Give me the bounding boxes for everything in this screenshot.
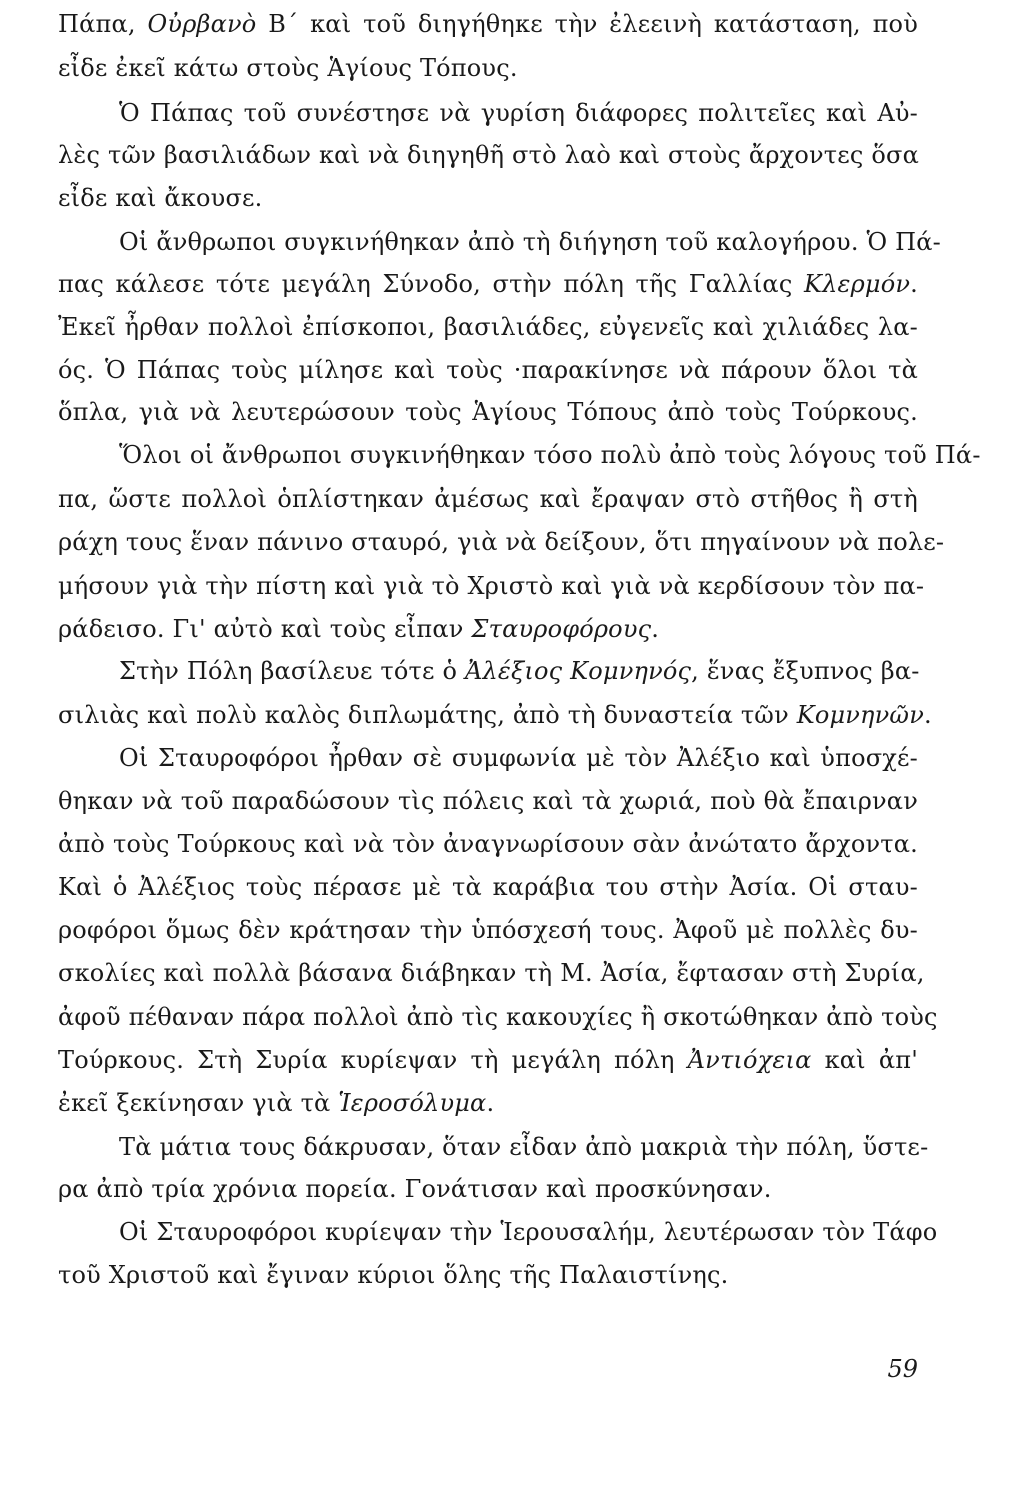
text-run: Β΄ καὶ τοῦ διηγήθηκε τὴν ἐλεεινὴ κατάσταση, ποὺ bbox=[256, 10, 918, 38]
text-run: . bbox=[910, 270, 918, 298]
text-run: Ὁ Πάπας τοῦ συνέστησε νὰ γυρίση διάφορες πολιτεῖες καὶ Αὐ- bbox=[119, 99, 918, 127]
text-line bbox=[58, 908, 918, 952]
page-number: 59 bbox=[887, 1355, 918, 1383]
text-run: ράχη τους ἕναν πάνινο σταυρό, γιὰ νὰ δείξουν, ὅτι πηγαίνουν νὰ πολε- bbox=[58, 528, 945, 556]
text-line bbox=[58, 176, 918, 220]
text-line bbox=[119, 1125, 929, 1169]
text-line bbox=[119, 91, 918, 135]
text-line bbox=[58, 305, 918, 349]
text-line bbox=[58, 779, 918, 823]
text-run: εἶδε ἐκεῖ κάτω στοὺς Ἁγίους Τόπους. bbox=[58, 54, 518, 82]
text-run: Τούρκους. Στὴ Συρία κυρίεψαν τὴ μεγάλη πόλη bbox=[58, 1046, 688, 1074]
text-run: μήσουν γιὰ τὴν πίστη καὶ γιὰ τὸ Χριστὸ καὶ γιὰ νὰ κερδίσουν τὸν πα- bbox=[58, 572, 925, 600]
text-line bbox=[58, 865, 918, 909]
text-run: θηκαν νὰ τοῦ παραδώσουν τὶς πόλεις καὶ τὰ χωριά, ποὺ θὰ ἔπαιρναν bbox=[58, 787, 918, 815]
italic-term: Ἀντιόχεια bbox=[687, 1046, 812, 1074]
text-run: . bbox=[651, 615, 660, 643]
text-run: . bbox=[923, 701, 932, 729]
text-line bbox=[58, 951, 925, 995]
text-line bbox=[119, 736, 918, 780]
text-run: ὅπλα, γιὰ νὰ λευτερώσουν τοὺς Ἁγίους Τόπους ἀπὸ τοὺς Τούρκους. bbox=[58, 398, 918, 426]
text-line bbox=[119, 649, 918, 693]
text-line bbox=[58, 564, 925, 608]
text-line bbox=[58, 995, 938, 1039]
text-run: ός. Ὁ Πάπας τοὺς μίλησε καὶ τοὺς ·παρακίνησε νὰ πάρουν ὅλοι τὰ bbox=[58, 356, 918, 384]
text-line bbox=[119, 433, 981, 477]
text-run: Καὶ ὁ Ἀλέξιος τοὺς πέρασε μὲ τὰ καράβια του στὴν Ἀσία. Οἱ σταυ- bbox=[58, 873, 918, 901]
text-run: ἀφοῦ πέθαναν πάρα πολλοὶ ἀπὸ τὶς κακουχίες ἢ σκοτώθηκαν ἀπὸ τοὺς bbox=[58, 1003, 938, 1031]
text-run: Στὴν Πόλη βασίλευε τότε ὁ bbox=[119, 657, 465, 685]
text-run: Τὰ μάτια τους δάκρυσαν, ὅταν εἶδαν ἀπὸ μακριὰ τὴν πόλη, ὕστε- bbox=[119, 1133, 929, 1161]
text-line bbox=[58, 607, 918, 651]
text-run: τοῦ Χριστοῦ καὶ ἔγιναν κύριοι ὅλης τῆς Παλαιστίνης. bbox=[58, 1261, 729, 1289]
text-run: πας κάλεσε τότε μεγάλη Σύνοδο, στὴν πόλη τῆς Γαλλίας bbox=[58, 270, 804, 298]
text-run: σιλιὰς καὶ πολὺ καλὸς διπλωμάτης, ἀπὸ τὴ δυναστεία τῶν bbox=[58, 701, 797, 729]
text-line bbox=[58, 477, 918, 521]
text-run: ράδεισο. Γι' αὐτὸ καὶ τοὺς εἶπαν bbox=[58, 615, 472, 643]
text-run: Οἱ Σταυροφόροι κυρίεψαν τὴν Ἱερουσαλήμ, λευτέρωσαν τὸν Τάφο bbox=[119, 1218, 938, 1246]
text-line bbox=[119, 1210, 938, 1254]
italic-term: Οὐρβανὸ bbox=[147, 10, 257, 38]
text-line bbox=[58, 133, 918, 177]
text-line bbox=[58, 520, 945, 564]
text-run: Ὅλοι οἱ ἄνθρωποι συγκινήθηκαν τόσο πολὺ ἀπὸ τοὺς λόγους τοῦ Πά- bbox=[119, 441, 981, 469]
text-run: Πάπα, bbox=[58, 10, 148, 38]
text-run: Οἱ ἄνθρωποι συγκινήθηκαν ἀπὸ τὴ διήγηση τοῦ καλογήρου. Ὁ Πά- bbox=[119, 228, 941, 256]
text-line bbox=[58, 693, 932, 737]
text-line bbox=[58, 1167, 918, 1211]
italic-term: Κομνηνῶν bbox=[796, 701, 924, 729]
text-line bbox=[58, 1038, 918, 1082]
italic-term: Σταυροφόρους bbox=[471, 615, 652, 643]
text-line bbox=[58, 46, 918, 90]
text-run: λὲς τῶν βασιλιάδων καὶ νὰ διηγηθῆ στὸ λαὸ καὶ στοὺς ἄρχοντες ὅσα bbox=[58, 141, 920, 169]
italic-term: Ἱεροσόλυμα bbox=[338, 1089, 487, 1117]
text-run: Οἱ Σταυροφόροι ἦρθαν σὲ συμφωνία μὲ τὸν Ἀλέξιο καὶ ὑποσχέ- bbox=[119, 744, 918, 772]
text-run: καὶ ἀπ' bbox=[811, 1046, 918, 1074]
text-run: ροφόροι ὅμως δὲν κράτησαν τὴν ὑπόσχεσή τους. Ἀφοῦ μὲ πολλὲς δυ- bbox=[58, 916, 918, 944]
text-line bbox=[58, 822, 918, 866]
text-line bbox=[58, 2, 918, 46]
italic-term: Κλερμόν bbox=[803, 270, 911, 298]
text-run: Ἐκεῖ ἦρθαν πολλοὶ ἐπίσκοποι, βασιλιάδες, εὐγενεῖς καὶ χιλιάδες λα- bbox=[58, 313, 918, 341]
text-run: ἐκεῖ ξεκίνησαν γιὰ τὰ bbox=[58, 1089, 339, 1117]
text-line bbox=[58, 1081, 918, 1125]
text-run: πα, ὥστε πολλοὶ ὁπλίστηκαν ἀμέσως καὶ ἔραψαν στὸ στῆθος ἢ στὴ bbox=[58, 485, 918, 513]
text-run: εἶδε καὶ ἄκουσε. bbox=[58, 184, 263, 212]
text-line bbox=[58, 348, 918, 392]
italic-term: Ἀλέξιος Κομνηνός bbox=[464, 657, 692, 685]
text-line bbox=[58, 1253, 918, 1297]
text-line bbox=[58, 262, 918, 306]
text-run: ρα ἀπὸ τρία χρόνια πορεία. Γονάτισαν καὶ προσκύνησαν. bbox=[58, 1175, 772, 1203]
text-line bbox=[119, 220, 941, 264]
text-line bbox=[58, 390, 918, 434]
text-run: ἀπὸ τοὺς Τούρκους καὶ νὰ τὸν ἀναγνωρίσουν σὰν ἀνώτατο ἄρχοντα. bbox=[58, 830, 918, 858]
text-run: . bbox=[486, 1089, 495, 1117]
text-run: , ἕνας ἔξυπνος βα- bbox=[691, 657, 920, 685]
text-run: σκολίες καὶ πολλὰ βάσανα διάβηκαν τὴ Μ. Ἀσία, ἔφτασαν στὴ Συρία, bbox=[58, 959, 925, 987]
